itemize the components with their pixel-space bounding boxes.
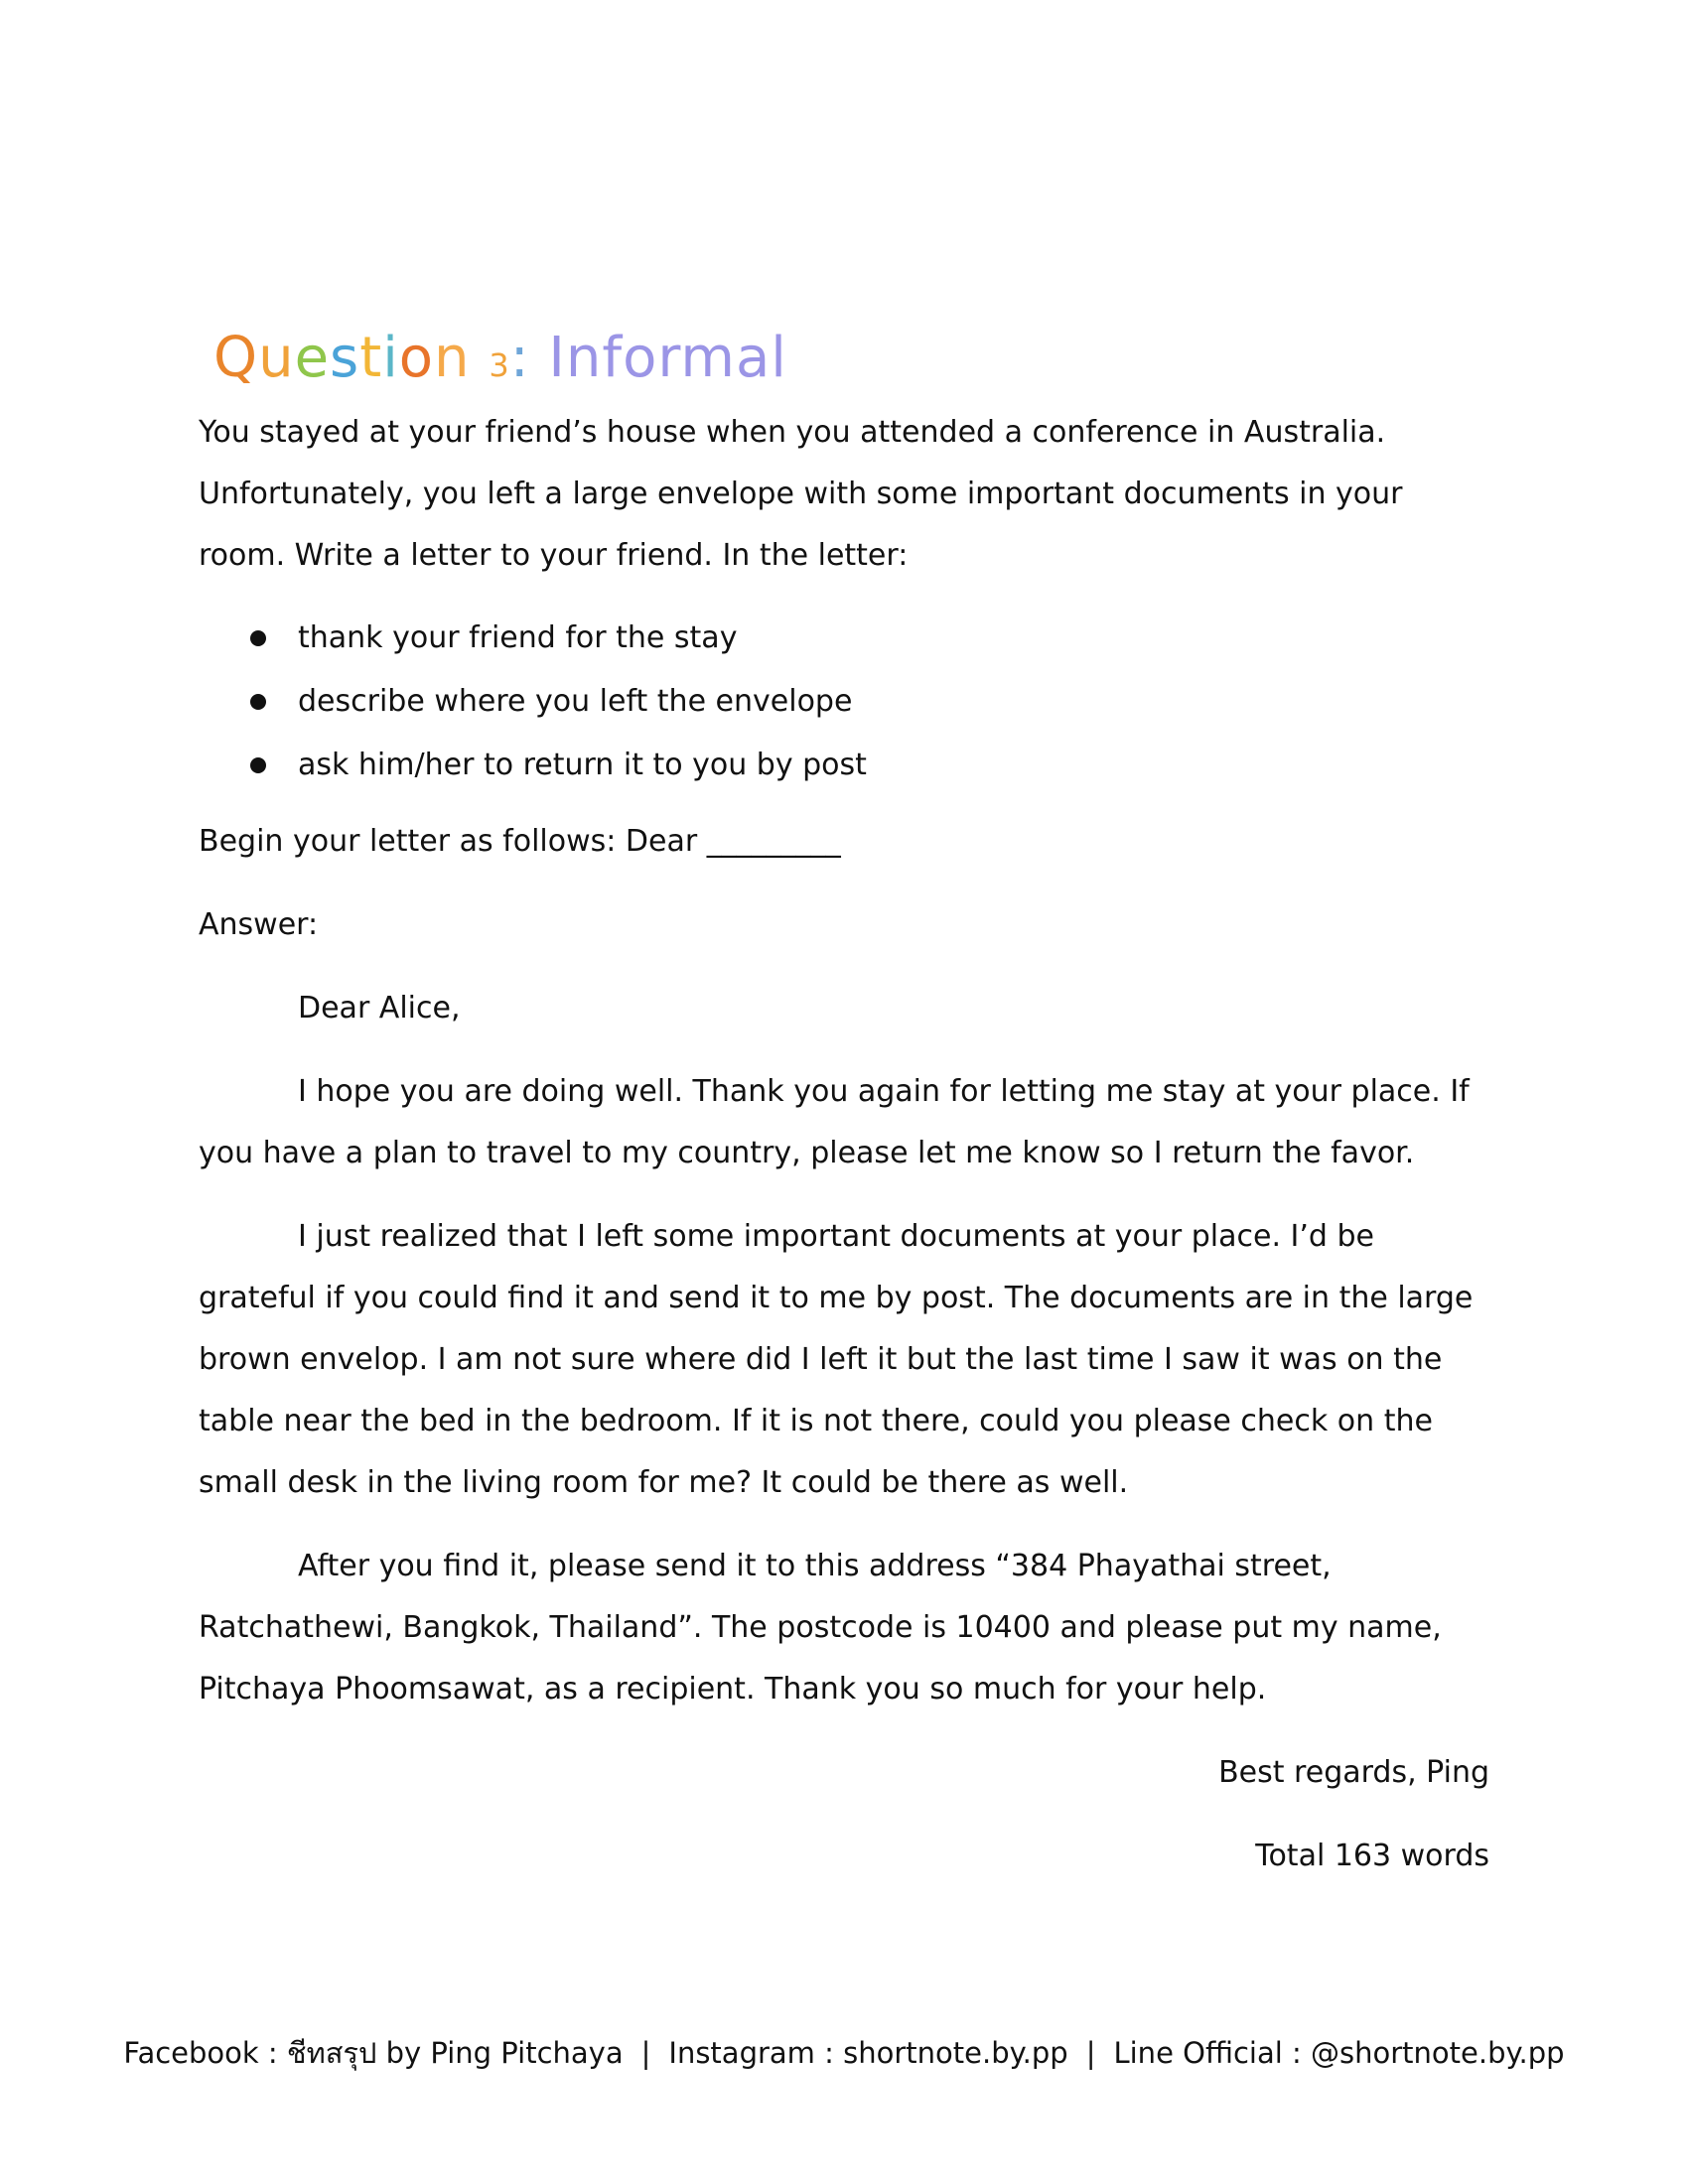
bullet-text: ask him/her to return it to you by post [298, 748, 867, 782]
begin-instruction: Begin your letter as follows: Dear _________ [199, 824, 841, 859]
word-count: Total 163 words [1255, 1839, 1489, 1873]
title-letter: t [359, 325, 383, 390]
footer-line-official: Line Official : @shortnote.by.pp [1113, 2036, 1565, 2070]
title-letter: u [258, 325, 295, 390]
letter-closing: Best regards, Ping [1218, 1755, 1489, 1790]
footer-separator: | [1085, 2036, 1096, 2070]
title-word [213, 326, 471, 390]
answer-label: Answer: [199, 907, 319, 942]
bullet-text: describe where you left the envelope [298, 684, 853, 719]
footer-social-links [0, 2030, 1688, 2076]
title-letter: n [434, 325, 471, 390]
list-item [199, 734, 1489, 797]
letter-paragraph: After you find it, please send it to this address “384 Phayathai street, Ratchathewi, Bangkok, Thailand”. The postcode is 10400 and please put my name, Pitchaya Phoomsawat, as a recipient. Thank you so much for your help. [199, 1549, 1442, 1706]
footer-separator: | [640, 2036, 651, 2070]
letter-paragraph: I just realized that I left some important documents at your place. I’d be grateful if you could find it and send it to me by post. The documents are in the large brown envelop. I am not sure where did I left it but the last time I saw it was on the table near the bed in the bedroom. If it is not there, could you please check on the small desk in the living room for me? It could be there as well. [199, 1219, 1474, 1500]
question-title [213, 326, 787, 390]
title-letter: i [382, 325, 399, 390]
bullet-dot-icon [250, 630, 266, 646]
bullet-text: thank your friend for the stay [298, 620, 738, 655]
letter-type: Informal [548, 325, 787, 390]
title-colon: : [509, 325, 530, 390]
title-letter: Q [213, 325, 259, 390]
list-item [199, 607, 1489, 670]
question-number: 3 [489, 345, 510, 384]
bullet-dot-icon [250, 757, 266, 773]
footer-instagram: Instagram : shortnote.by.pp [668, 2036, 1068, 2070]
footer-facebook: Facebook : ชีทสรุป by Ping Pitchaya [123, 2036, 624, 2070]
letter-paragraph: I hope you are doing well. Thank you again for letting me stay at your place. If you have a plan to travel to my country, please let me know so I return the favor. [199, 1074, 1470, 1170]
title-letter: o [398, 325, 435, 390]
bullet-dot-icon [250, 694, 266, 710]
letter-salutation: Dear Alice, [298, 991, 461, 1025]
page-content [199, 402, 1489, 1909]
list-item [199, 670, 1489, 734]
task-bullet-list [199, 607, 1489, 797]
title-letter: e [294, 325, 331, 390]
title-letter: s [330, 325, 360, 390]
task-intro: You stayed at your friend’s house when you attended a conference in Australia. Unfortunately, you left a large envelope with some important documents in your room. Write a letter to your friend. In the letter: [199, 415, 1403, 573]
